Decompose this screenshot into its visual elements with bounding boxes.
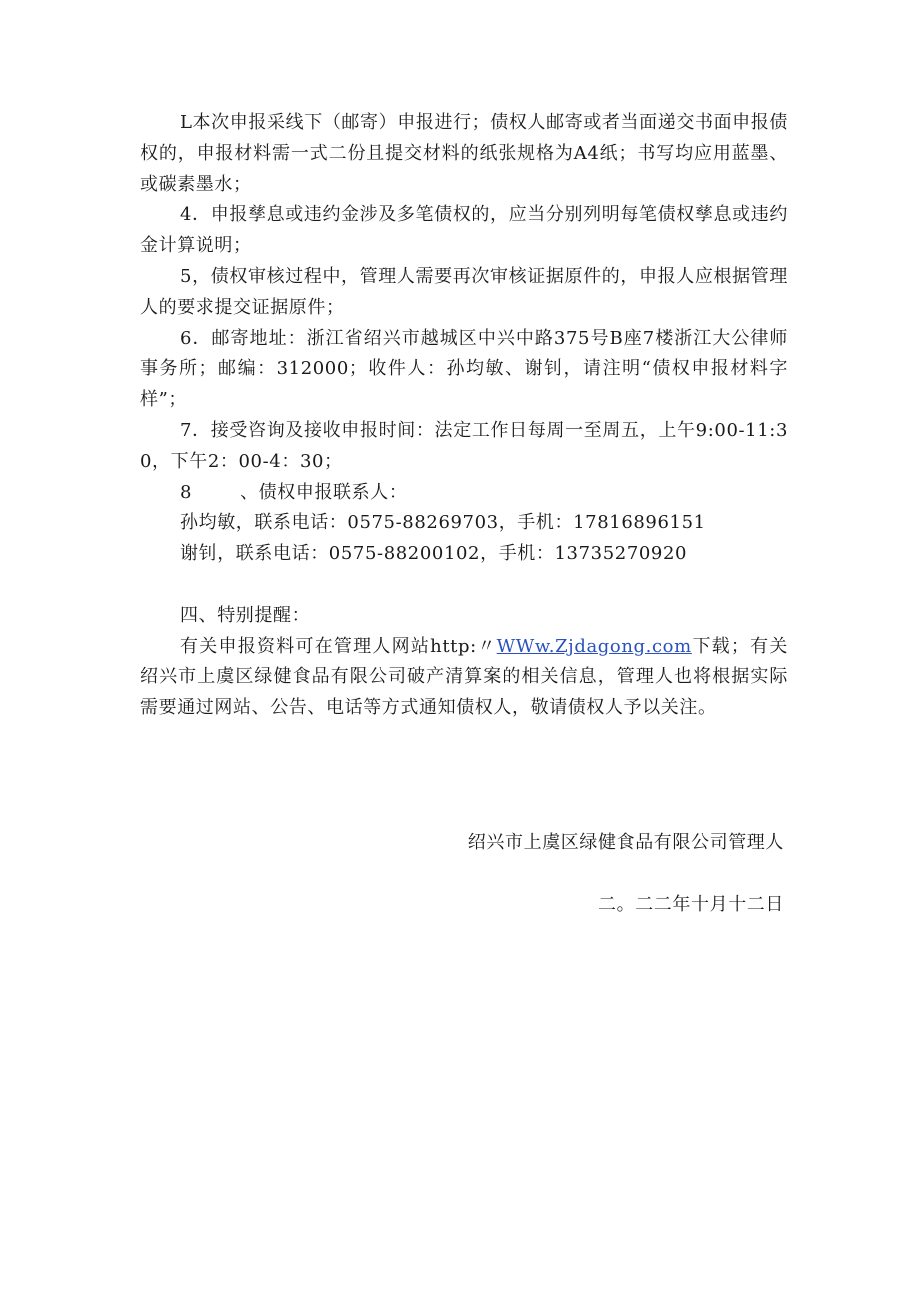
item-3-paragraph: L本次申报采线下（邮寄）申报进行；债权人邮寄或者当面递交书面申报债权的，申报材料需一式二份且提交材料的纸张规格为A4纸；书写均应用蓝墨、或碳素墨水； bbox=[140, 112, 788, 195]
website-link[interactable]: WWw.Zjdagong.com bbox=[496, 635, 692, 657]
signature-organization: 绍兴市上虞区绿健食品有限公司管理人 bbox=[467, 832, 784, 853]
section-4-heading: 四、特别提醒： bbox=[180, 604, 311, 626]
item-8-paragraph bbox=[140, 478, 788, 509]
contact-sun: 孙均敏，联系电话：0575-88269703，手机：17816896151 bbox=[180, 512, 706, 534]
item-8-text: 、债权申报联系人： bbox=[240, 481, 408, 503]
signature-date: 二。二二年十月十二日 bbox=[598, 894, 784, 915]
section-4-paragraph bbox=[140, 632, 788, 724]
item-7-paragraph: 7．接受咨询及接收申报时间：法定工作日每周一至周五，上午9:00-11:30，下午2：00-4：30； bbox=[140, 419, 788, 472]
item-6-paragraph: 6．邮寄地址：浙江省绍兴市越城区中兴中路375号B座7楼浙江大公律师事务所；邮编：312000；收件人：孙均敏、谢钊，请注明“债权申报材料字样”； bbox=[140, 327, 788, 411]
item-4-paragraph: 4．申报孳息或违约金涉及多笔债权的，应当分别列明每笔债权孳息或违约金计算说明； bbox=[140, 204, 788, 257]
section-4-text-before-link: 有关申报资料可在管理人网站http:〃 bbox=[180, 635, 497, 657]
item-8-number: 8 bbox=[180, 481, 193, 503]
section-4-text-after-link: 下载；有关绍兴市上虞区绿健食品有限公司破产清算案的相关信息，管理人也将根据实际需要通过网站、公告、电话等方式通知债权人，敬请债权人予以关注。 bbox=[140, 635, 789, 719]
document-body bbox=[140, 108, 788, 724]
spacer bbox=[140, 570, 788, 601]
contact-xie: 谢钊，联系电话：0575-88200102，手机：13735270920 bbox=[180, 543, 688, 565]
item-5-paragraph: 5，债权审核过程中，管理人需要再次审核证据原件的，申报人应根据管理人的要求提交证据原件； bbox=[140, 265, 788, 318]
